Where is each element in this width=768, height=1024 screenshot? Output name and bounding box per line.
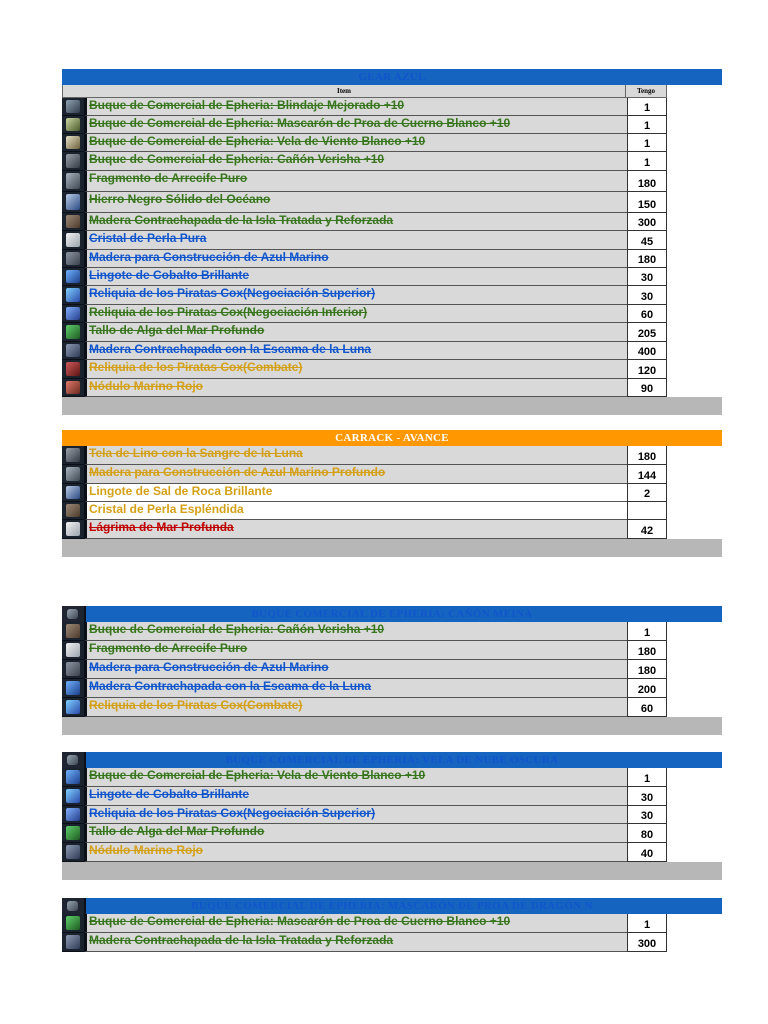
qty-cell[interactable]: 1	[627, 152, 667, 171]
section-title-text: BUQUE COMERCIAL DE EPHERIA: CAÑÓN MEINA	[251, 608, 533, 620]
qty-cell[interactable]: 150	[627, 192, 667, 213]
table-row	[62, 171, 667, 192]
item-name-cell[interactable]: Lingote de Sal de Roca Brillante	[84, 484, 627, 502]
item-icon	[62, 641, 84, 660]
table-row	[62, 933, 667, 952]
qty-cell[interactable]: 180	[627, 446, 667, 465]
table-row	[62, 641, 667, 660]
qty-cell[interactable]: 60	[627, 305, 667, 323]
table-row	[62, 98, 667, 116]
qty-cell[interactable]: 60	[627, 698, 667, 717]
item-name-cell[interactable]: Reliquia de los Piratas Cox(Negociación Superior)	[84, 806, 627, 824]
table-row	[62, 250, 667, 268]
qty-cell[interactable]: 45	[627, 231, 667, 250]
column-header-qty: Tengo	[625, 85, 667, 98]
table-row	[62, 446, 667, 465]
qty-cell[interactable]: 90	[627, 379, 667, 397]
column-header-item: Item	[62, 85, 625, 98]
item-icon	[62, 465, 84, 484]
qty-cell[interactable]: 1	[627, 98, 667, 116]
table-row	[62, 360, 667, 379]
qty-cell[interactable]: 40	[627, 843, 667, 862]
qty-cell[interactable]: 1	[627, 116, 667, 134]
item-name-cell[interactable]: Buque de Comercial de Epheria: Blindaje Mejorado +10	[84, 98, 627, 116]
qty-cell[interactable]: 42	[627, 520, 667, 539]
separator-bar	[62, 717, 722, 735]
table-row	[62, 152, 667, 171]
section-carrack-avance	[62, 430, 722, 557]
qty-cell[interactable]: 80	[627, 824, 667, 843]
item-name-cell[interactable]: Hierro Negro Sólido del Océano	[84, 192, 627, 213]
item-name-cell[interactable]: Nódulo Marino Rojo	[84, 379, 627, 397]
table-row	[62, 465, 667, 484]
qty-cell[interactable]	[627, 502, 667, 520]
item-name-cell[interactable]: Reliquia de los Piratas Cox(Negociación Inferior)	[84, 305, 627, 323]
item-name-cell[interactable]: Reliquia de los Piratas Cox(Combate)	[84, 698, 627, 717]
qty-cell[interactable]: 30	[627, 268, 667, 286]
qty-cell[interactable]: 400	[627, 342, 667, 360]
item-icon	[62, 914, 84, 933]
item-name-cell[interactable]: Reliquia de los Piratas Cox(Combate)	[84, 360, 627, 379]
item-icon	[62, 134, 84, 152]
table-row	[62, 660, 667, 679]
section-title: GEAR AZUL	[62, 69, 722, 85]
qty-cell[interactable]: 2	[627, 484, 667, 502]
item-icon	[62, 360, 84, 379]
item-icon	[62, 305, 84, 323]
item-name-cell[interactable]: Buque de Comercial de Epheria: Cañón Verisha +10	[84, 152, 627, 171]
qty-cell[interactable]: 180	[627, 250, 667, 268]
item-name-cell[interactable]: Buque de Comercial de Epheria: Mascarón de Proa de Cuerno Blanco +10	[84, 116, 627, 134]
item-icon	[62, 622, 84, 641]
item-name-cell[interactable]: Tallo de Alga del Mar Profundo	[84, 323, 627, 342]
qty-cell[interactable]: 30	[627, 806, 667, 824]
item-icon	[62, 213, 84, 231]
item-name-cell[interactable]: Lágrima de Mar Profunda	[84, 520, 627, 539]
table-row	[62, 824, 667, 843]
item-icon	[62, 379, 84, 397]
item-icon	[62, 933, 84, 952]
item-name-cell[interactable]: Madera para Construcción de Azul Marino	[84, 660, 627, 679]
table-row	[62, 679, 667, 698]
separator-bar	[62, 397, 722, 415]
table-row	[62, 192, 667, 213]
item-icon	[62, 171, 84, 192]
qty-cell[interactable]: 1	[627, 134, 667, 152]
item-icon	[62, 698, 84, 717]
item-name-cell[interactable]: Buque de Comercial de Epheria: Vela de Viento Blanco +10	[84, 768, 627, 787]
item-icon	[62, 323, 84, 342]
item-icon	[62, 768, 84, 787]
item-name-cell[interactable]: Fragmento de Arrecife Puro	[84, 641, 627, 660]
item-icon	[62, 660, 84, 679]
item-icon	[62, 806, 84, 824]
ship-part-icon	[62, 898, 86, 914]
section-title	[62, 898, 722, 914]
item-icon	[62, 520, 84, 539]
item-name-cell[interactable]: Lingote de Cobalto Brillante	[84, 268, 627, 286]
item-name-cell[interactable]: Nódulo Marino Rojo	[84, 843, 627, 862]
section-mascaron-dragon	[62, 898, 722, 952]
qty-cell[interactable]: 180	[627, 641, 667, 660]
table-row	[62, 268, 667, 286]
table-row	[62, 379, 667, 397]
item-icon	[62, 268, 84, 286]
section-gear-azul	[62, 69, 722, 415]
qty-cell[interactable]: 144	[627, 465, 667, 484]
table-row	[62, 323, 667, 342]
item-name-cell[interactable]: Buque de Comercial de Epheria: Cañón Verisha +10	[84, 622, 627, 641]
section-title-text: BUQUE COMERCIAL DE EPHERIA: VELA DE NUBE OSCURA	[225, 754, 559, 766]
item-name-cell[interactable]: Madera Contrachapada de la Isla Tratada y Reforzada	[84, 213, 627, 231]
section-canon-meina	[62, 606, 722, 735]
item-name-cell[interactable]: Madera para Construcción de Azul Marino Profundo	[84, 465, 627, 484]
item-icon	[62, 250, 84, 268]
table-row	[62, 843, 667, 862]
item-icon	[62, 192, 84, 213]
table-row	[62, 768, 667, 787]
item-name-cell[interactable]: Madera Contrachapada de la Isla Tratada y Reforzada	[84, 933, 627, 952]
table-row	[62, 342, 667, 360]
qty-cell[interactable]: 300	[627, 933, 667, 952]
table-row	[62, 484, 667, 502]
item-name-cell[interactable]: Cristal de Perla Pura	[84, 231, 627, 250]
separator-bar	[62, 539, 722, 557]
item-icon	[62, 98, 84, 116]
table-row	[62, 305, 667, 323]
item-name-cell[interactable]: Fragmento de Arrecife Puro	[84, 171, 627, 192]
table-row	[62, 116, 667, 134]
table-row	[62, 286, 667, 305]
item-icon	[62, 342, 84, 360]
item-name-cell[interactable]: Tallo de Alga del Mar Profundo	[84, 824, 627, 843]
item-name-cell[interactable]: Cristal de Perla Espléndida	[84, 502, 627, 520]
section-title	[62, 752, 722, 768]
table-row	[62, 213, 667, 231]
item-name-cell[interactable]: Madera Contrachapada con la Escama de la Luna	[84, 342, 627, 360]
table-row	[62, 520, 667, 539]
ship-part-icon	[62, 606, 86, 622]
table-row	[62, 914, 667, 933]
table-row	[62, 787, 667, 806]
item-icon	[62, 843, 84, 862]
table-row	[62, 231, 667, 250]
item-name-cell[interactable]: Madera para Construcción de Azul Marino	[84, 250, 627, 268]
qty-cell[interactable]: 180	[627, 171, 667, 192]
item-name-cell[interactable]: Buque de Comercial de Epheria: Mascarón de Proa de Cuerno Blanco +10	[84, 914, 627, 933]
item-icon	[62, 116, 84, 134]
item-icon	[62, 502, 84, 520]
section-title	[62, 606, 722, 622]
table-row	[62, 134, 667, 152]
item-icon	[62, 446, 84, 465]
item-name-cell[interactable]: Lingote de Cobalto Brillante	[84, 787, 627, 806]
qty-cell[interactable]: 30	[627, 787, 667, 806]
column-header-row	[62, 85, 667, 98]
item-icon	[62, 152, 84, 171]
item-name-cell[interactable]: Buque de Comercial de Epheria: Vela de Viento Blanco +10	[84, 134, 627, 152]
table-row	[62, 806, 667, 824]
section-vela-nube-oscura	[62, 752, 722, 880]
qty-cell[interactable]: 1	[627, 768, 667, 787]
item-name-cell[interactable]: Reliquia de los Piratas Cox(Negociación Superior)	[84, 286, 627, 305]
item-icon	[62, 484, 84, 502]
qty-cell[interactable]: 300	[627, 213, 667, 231]
separator-bar	[62, 862, 722, 880]
table-row	[62, 502, 667, 520]
qty-cell[interactable]: 1	[627, 914, 667, 933]
table-row	[62, 698, 667, 717]
item-name-cell[interactable]: Madera Contrachapada con la Escama de la Luna	[84, 679, 627, 698]
item-icon	[62, 231, 84, 250]
qty-cell[interactable]: 30	[627, 286, 667, 305]
item-icon	[62, 286, 84, 305]
item-name-cell[interactable]: Tela de Lino con la Sangre de la Luna	[84, 446, 627, 465]
section-title: CARRACK - AVANCE	[62, 430, 722, 446]
table-row	[62, 622, 667, 641]
qty-cell[interactable]: 200	[627, 679, 667, 698]
qty-cell[interactable]: 1	[627, 622, 667, 641]
item-icon	[62, 787, 84, 806]
qty-cell[interactable]: 120	[627, 360, 667, 379]
section-title-text: BUQUE COMERCIAL DE EPHERIA: MASCARÓN DE PROA DE DRAGÓN N	[191, 900, 593, 912]
qty-cell[interactable]: 205	[627, 323, 667, 342]
item-icon	[62, 824, 84, 843]
ship-part-icon	[62, 752, 86, 768]
item-icon	[62, 679, 84, 698]
qty-cell[interactable]: 180	[627, 660, 667, 679]
